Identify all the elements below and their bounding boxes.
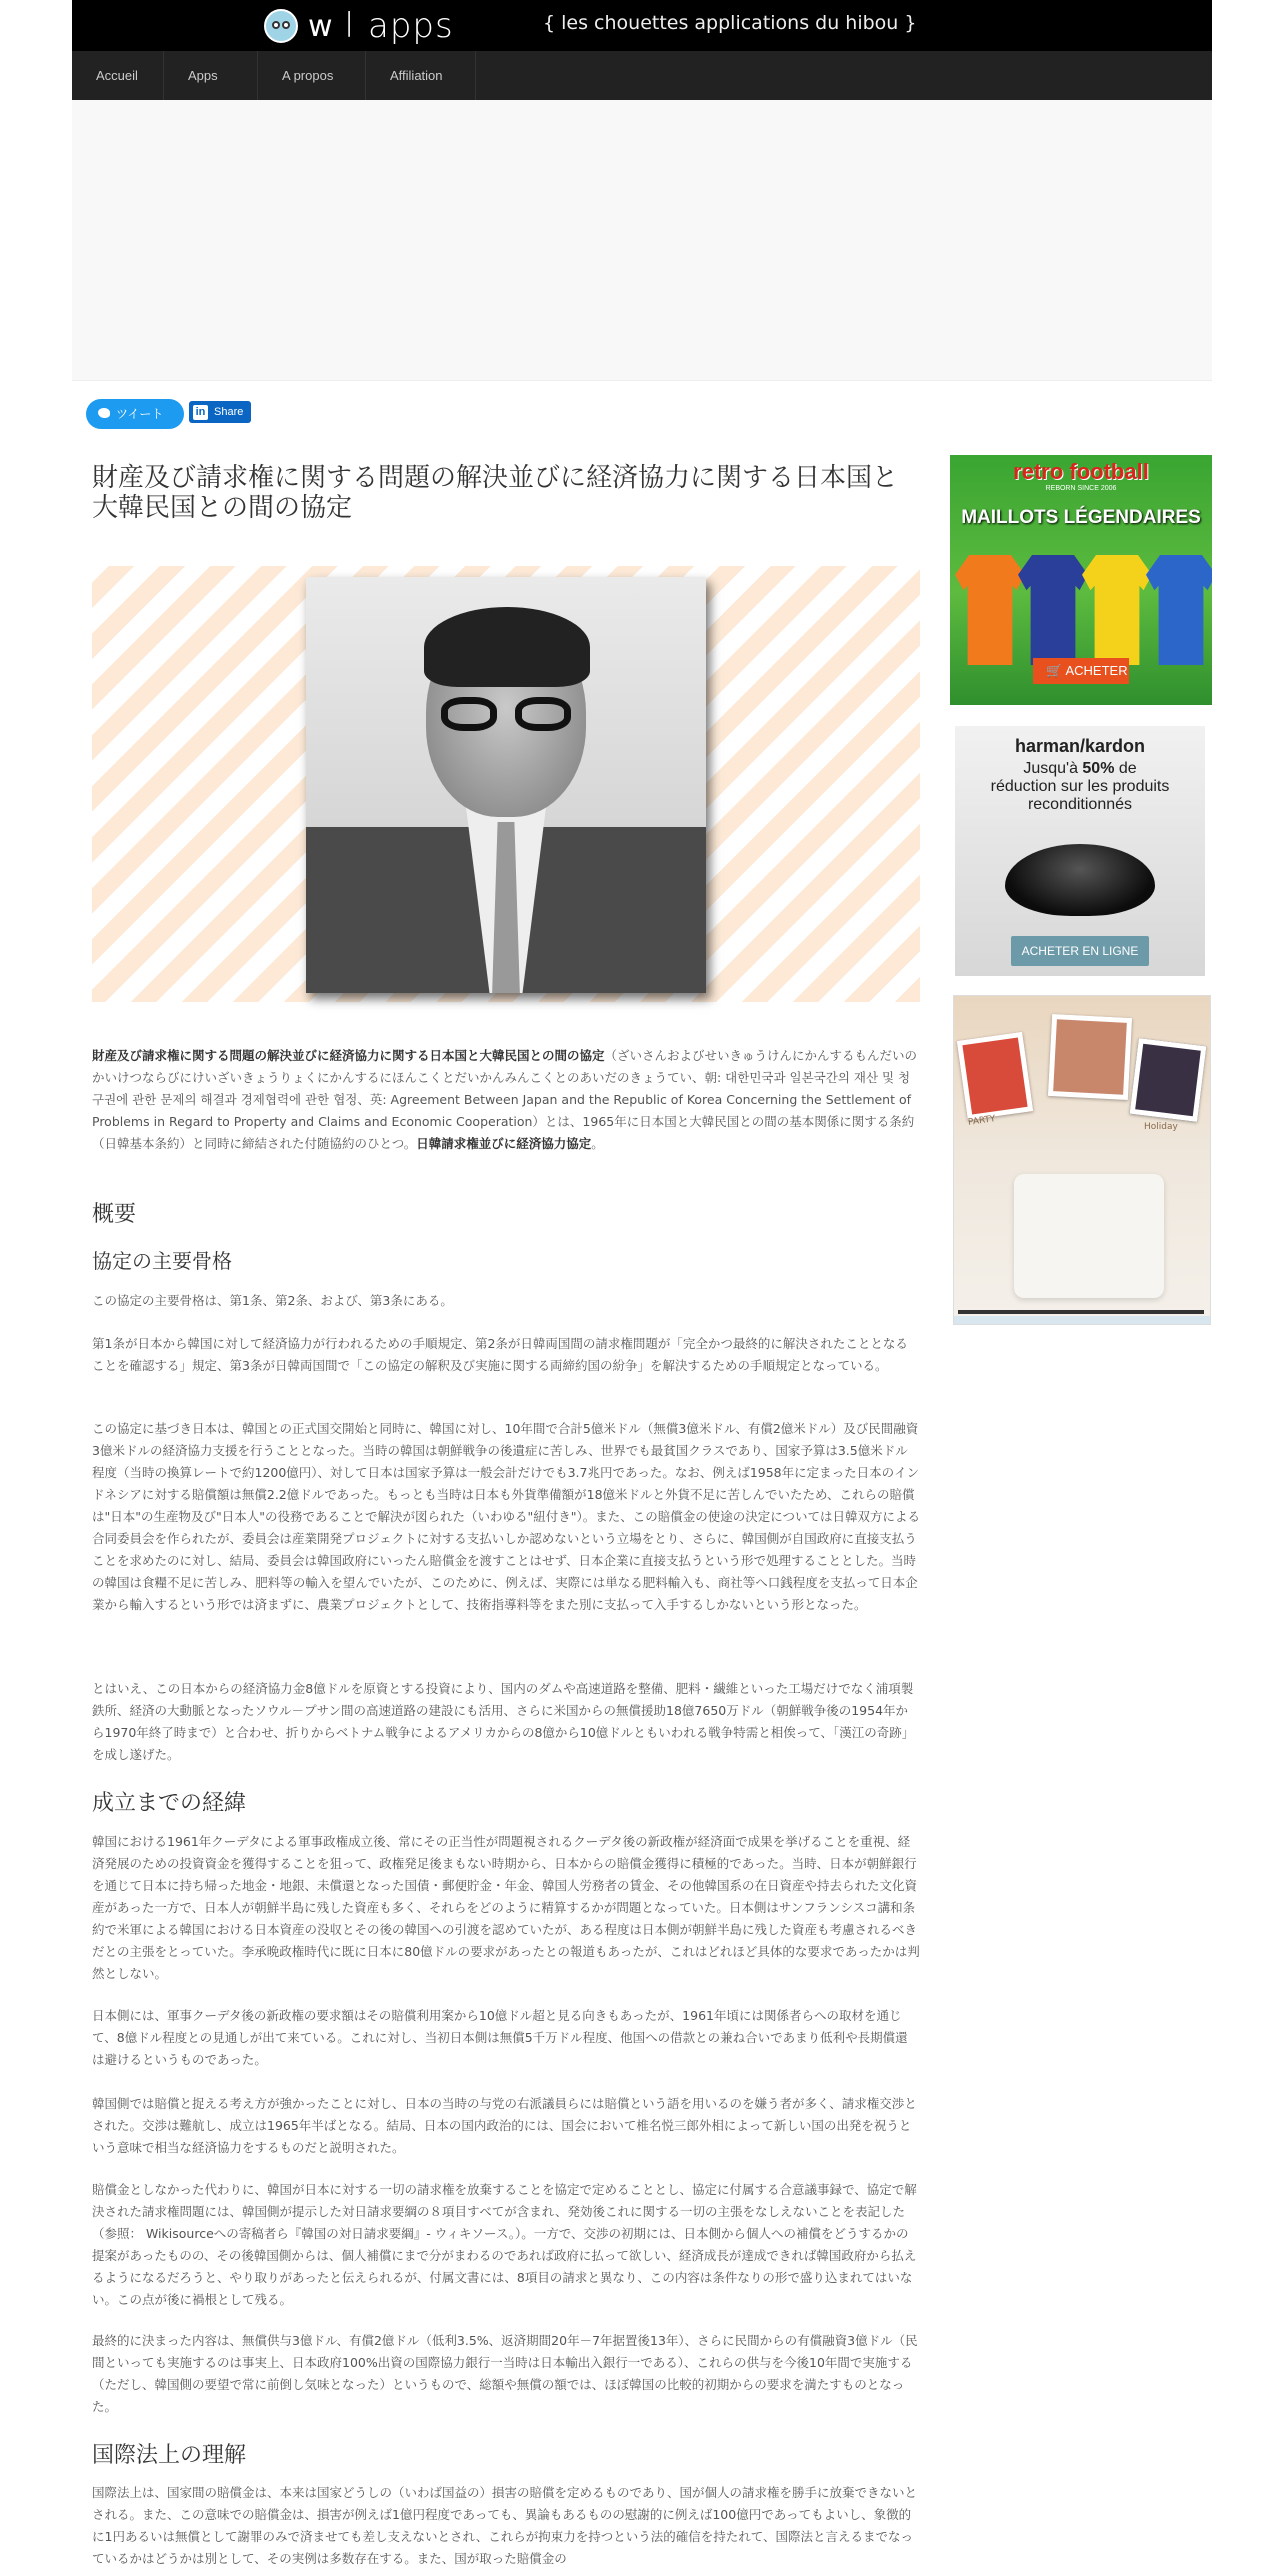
paragraph: 国際法上は、国家間の賠償金は、本来は国家どうしの（いわば国益の）損害の賠償を定めるものであり、国が個人の請求権を勝手に放棄できないとされる。また、この意味での賠償金は、損害が例えば1億円程度であっても、異論もあるものの慰謝的に例えば100億円であってもよいし、象徴的に1円あるいは無償として謝罪のみで済ませても差し支えないとされ、これらが拘束力を持つという法的確信を持たれて、国際法と言えるまでなっているかはどうかは別として、その実例は多数存在する。また、国が取った賠償金の [92, 2485, 918, 2566]
speaker-image [1005, 844, 1155, 916]
jersey-blue [1018, 555, 1088, 665]
heading-overview: 概要 [92, 1202, 137, 1227]
paragraph: 第1条が日本から韓国に対して経済協力が行われるための手順規定、第2条が日韓両国間の請求権問題が「完全かつ最終的に解決されたこととなることを確認する」規定、第3条が日韓両国間で「この協定の解釈及び実施に関する両締約国の紛争」を解決するための手順規定となっている。 [92, 1336, 908, 1373]
ad3-label: Holiday [1144, 1122, 1178, 1132]
nav-item-affiliation[interactable] [366, 51, 476, 100]
nav-item-apps[interactable] [164, 51, 258, 100]
nav-label: Affiliation [390, 68, 443, 83]
logo-letter-l: l [344, 6, 354, 46]
nav-item-accueil[interactable] [72, 51, 164, 100]
photo-print [1048, 1014, 1132, 1100]
article-title: 財産及び請求権に関する問題の解決並びに経済協力に関する日本国と大韓民国との間の協定 [92, 463, 899, 523]
logo-letter-w: w [308, 8, 333, 44]
ad1-brand: retro football [1013, 459, 1149, 484]
jersey-yellow [1082, 555, 1152, 665]
jersey-light-blue [1146, 555, 1212, 665]
photo-print [1130, 1038, 1207, 1122]
linkedin-label: Share [214, 406, 244, 418]
nav-label: Accueil [96, 68, 138, 83]
photo-print [957, 1032, 1033, 1120]
ad1-buy-button[interactable] [1033, 658, 1129, 684]
paragraph: この協定に基づき日本は、韓国との正式国交開始と同時に、韓国に対し、10年間で合計5億米ドル（無償3億米ドル、有償2億米ドル）及び民間融資3億米ドルの経済協力支援を行うこととなった。当時の韓国は朝鮮戦争の後遺症に苦しみ、世界でも最貧国クラスであり、国家予算は3.5億米ドル程度（当時の換算レートで約1200億円）、対して日本は国家予算は一般会計だけでも3.7兆円であった。なお、例えば1958年に定まった日本のインドネシアに対する賠償額は無償2.2億ドルであった。もっとも当時は日本も外貨準備額が18億米ドルと外貨不足に苦しんでいたため、これらの賠償は"日本"の生産物及び"日本人"の役務であることで解決が図られた（いわゆる"紐付き"）。また、この賠償金の使途の決定については日韓双方による合同委員会を作られたが、委員会は産業開発プロジェクトに対する支払いしか認めないという立場をとり、さらに、韓国側が自国政府に直接支払うことを求めたのに対し、結局、委員会は韓国政府にいったん賠償金を渡すことはせず、日本企業に直接支払うという形で処理することとした。当時の韓国は食糧不足に苦しみ、肥料等の輸入を望んでいたが、このために、例えば、実際には単なる肥料輸入も、商社等へ口銭程度を支払って日本企業から輸入するという形では済まずに、農業プロジェクトとして、技術指導料等をまた別に支払って入手するしかないという形となった。 [92, 1421, 920, 1612]
intro-paragraph [92, 1045, 920, 1155]
paragraph: とはいえ、この日本からの経済協力金8億ドルを原資とする投資により、国内のダムや高速道路を整備、肥料・繊維といった工場だけでなく浦項製鉄所、経済の大動脈となったソウル－プサン間の高速道路の建設にも活用、さらに米国からの無償援助18億7650万ドル（朝鮮戦争後の1954年から1970年終了時まで）と合わせ、折りからベトナム戦争によるアメリカからの8億から10億ドルともいわれる戦争特需と相俟って、「漢江の奇跡」を成し遂げた。 [92, 1681, 915, 1762]
tweet-button[interactable] [86, 399, 184, 429]
paragraph: 日本側には、軍事クーデタ後の新政権の要求額はその賠償利用案から10億ドル超と見る向きもあったが、1961年頃には関係者らへの取材を通じて、8億ドル程度との見通しが出て来ている。これに対し、当初日本側は無償5千万ドル程度、他国への借款との兼ね合いであまり低利や長期償還は避けるというものであった。 [92, 2008, 908, 2067]
twitter-bird-icon [98, 408, 110, 418]
ad2-brand: harman/kardon [1014, 736, 1146, 756]
ad-photo-printer[interactable] [953, 995, 1211, 1325]
main-navigation [72, 51, 1212, 101]
cart-icon: 🛒 [1046, 663, 1063, 678]
logo-apps-text: apps [368, 6, 454, 46]
intro-bold: 財産及び請求権に関する問題の解決並びに経済協力に関する日本国と大韓民国との間の協定 [92, 1048, 605, 1063]
printer-image [1014, 1174, 1164, 1298]
intro-end: 。 [591, 1136, 604, 1151]
site-tagline: { les chouettes applications du hibou } [543, 12, 917, 34]
paragraph: 韓国側では賠償と捉える考え方が強かったことに対し、日本の当時の与党の右派議員らには賠償という語を用いるのを嫌う者が多く、請求権交渉とされた。交渉は難航し、成立は1965年半ばとなる。結局、日本の国内政治的には、国会において椎名悦三郎外相によって新しい国の出発を祝うという意味で相当な経済協力をするものだと説明された。 [92, 2096, 917, 2155]
top-ad-slot[interactable] [72, 100, 1212, 381]
paragraph: 最終的に決まった内容は、無償供与3億ドル、有償2億ドル（低利3.5%、返済期間20年－7年据置後13年）、さらに民間からの有償融資3億ドル（民間といっても実施するのは事実上、日本政府100%出資の国際協力銀行一当時は日本輸出入銀行一である）、これらの供与を今後10年間で実施する（ただし、韓国側の要望で常に前倒し気味となった）というもので、総額や無償の額では、ほぼ韓国の比較的初期からの要求を満たすものとなった。 [92, 2333, 918, 2414]
owl-icon [264, 9, 298, 43]
portrait-photo [306, 577, 706, 993]
heading-process: 成立までの経緯 [92, 1791, 247, 1816]
ad1-button-label: ACHETER [1065, 663, 1128, 678]
linkedin-share-button[interactable] [189, 401, 251, 423]
video-progress-bar[interactable] [958, 1310, 1204, 1314]
ad2-buy-online-button[interactable]: ACHETER EN LIGNE [1011, 936, 1149, 966]
nav-label: A propos [282, 68, 334, 83]
nav-item-a-propos[interactable] [258, 51, 366, 100]
paragraph: 韓国における1961年クーデタによる軍事政権成立後、常にその正当性が問題視されるクーデタ後の新政権が経済面で成果を挙げることを重視、経済発展のための投資資金を獲得することを狙って、政権発足後まもない時期から、日本からの賠償金獲得に積極的であった。当時、日本が朝鮮銀行を通じて日本に持ち帰った地金・地銀、未償還となった国債・郵便貯金・年金、韓国人労務者の賃金、その他韓国系の在日資産や持去られた文化資産があった一方で、日本人が朝鮮半島に残した資産も多く、それらをどのように精算するかが問題となっていた。日本側はサンフランシスコ講和条約で米軍による韓国における日本資産の没収とその後の韓国への引渡を認めていたが、ある程度は日本側が朝鮮半島に残した資産も考慮されるべきだとの主張をとっていた。李承晩政権時代に既に日本に80億ドルの要求があったとの報道もあったが、これはどれほど具体的な要求であったかは判然としない。 [92, 1834, 920, 1981]
heading-international-law: 国際法上の理解 [92, 2443, 247, 2468]
nav-label: Apps [188, 68, 218, 83]
site-logo[interactable] [264, 6, 454, 46]
ad-retro-football[interactable] [950, 455, 1212, 705]
tweet-label: ツイート [116, 407, 164, 421]
linkedin-icon: in [193, 405, 208, 420]
ad1-headline: MAILLOTS LÉGENDAIRES [961, 507, 1201, 528]
paragraph: この協定の主要骨格は、第1条、第2条、および、第3条にある。 [92, 1293, 453, 1308]
ad3-label: PARTY [967, 1114, 997, 1128]
intro-rest: （ざいさんおよびせいきゅうけんにかんするもんだいのかいけつならびにけいざいきょうりょくにかんするにほんこくとだいかんみんこくとのあいだのきょうてい、朝: 대한민국과 일본국간의 재산 및 청구권에 관한 문제의 해결과 경제협력에 관한 협정、英: Agreement Between Japan and the Republic of Korea Concerning the Settlement of Problems in Regard to Property and Claims and Economic Cooperation）とは、1965年に日本国と大韓民国との間の基本関係に関する条約（日韓基本条約）と同時に締結された付随協約のひとつ。 [92, 1048, 918, 1151]
jersey-orange [955, 555, 1025, 665]
paragraph: 賠償金としなかった代わりに、韓国が日本に対する一切の請求権を放棄することを協定で定めることとし、協定に付属する合意議事録で、協定で解決された請求権問題には、韓国側が提示した対日請求要綱の８項目すべてが含まれ、発効後これに関する一切の主張をなしえないことを表記した（参照： Wikisourceへの寄稿者ら『韓国の対日請求要綱』- ウィキソース。）。一方で、交渉の初期には、日本側から個人への補償をどうするかの提案があったものの、その後韓国側からは、個人補償にまで分がまわるのであれば政府に払って欲しい、経済成長が達成できれば韓国政府から払えるようになるだろうと、やり取りがあったと伝えられるが、付属文書には、8項目の請求と異なり、この内容は条件なりの形で盛り込まれてはいない。この点が後に禍根として残る。 [92, 2182, 917, 2307]
ad-harman-kardon[interactable] [955, 726, 1205, 976]
ad2-copy: Jusqu'à 50% de réduction sur les produits reconditionnés [990, 760, 1170, 813]
ad1-subbrand: REBORN SINCE 2006 [1045, 485, 1117, 492]
intro-bold-2: 日韓請求権並びに経済協力協定 [416, 1136, 592, 1151]
heading-main-framework: 協定の主要骨格 [92, 1249, 232, 1273]
